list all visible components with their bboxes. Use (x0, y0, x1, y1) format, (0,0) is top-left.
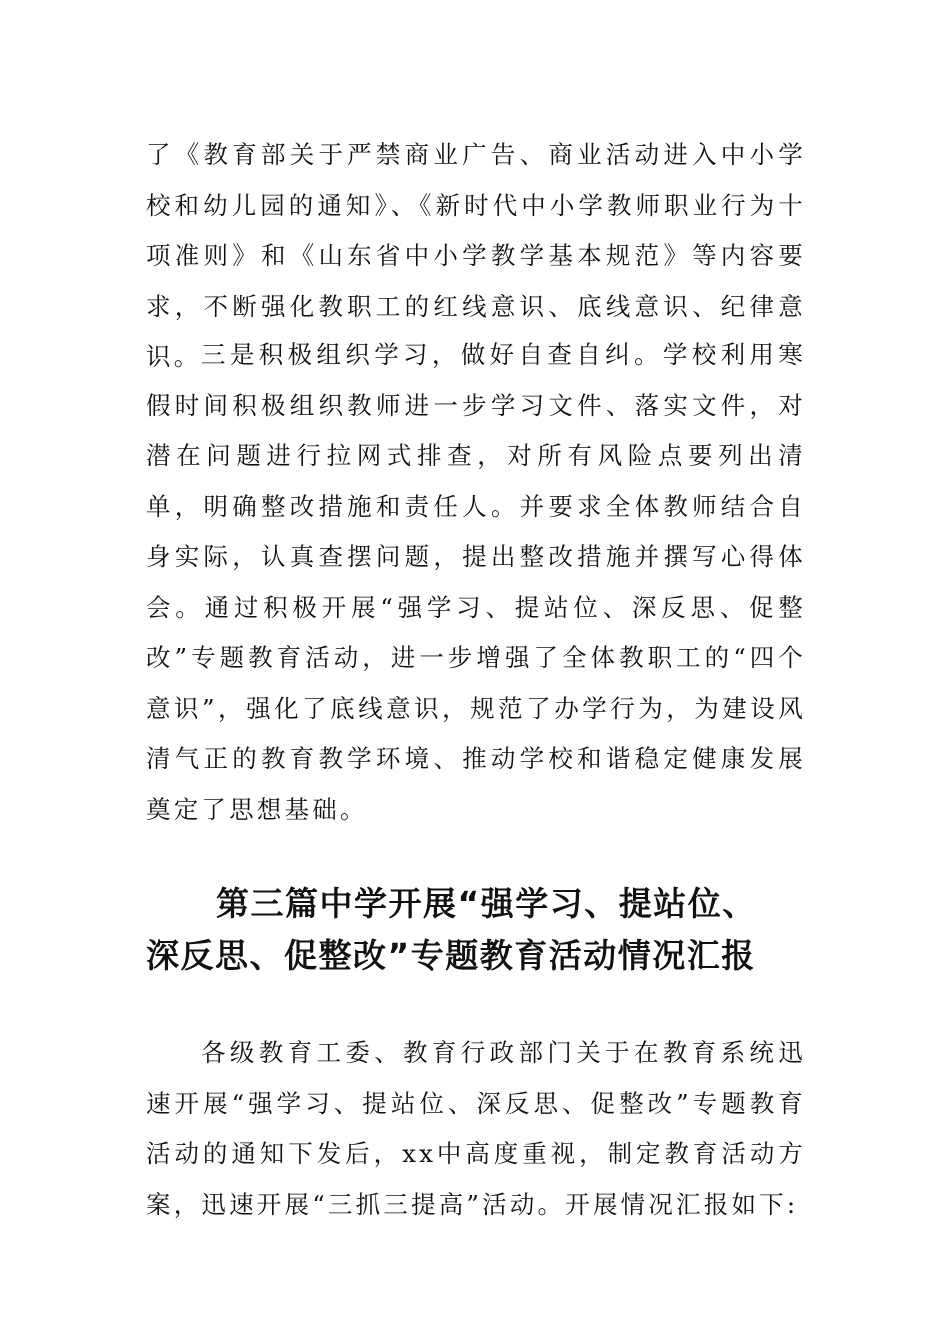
paragraph-report-intro: 各级教育工委、教育行政部门关于在教育系统迅速开展“强学习、提站位、深反思、促整改”专题教育活动的通知下发后，xx中高度重视，制定教育活动方案，迅速开展“三抓三提高”活动。开展情况汇报如下: (146, 1038, 806, 1219)
heading-line-2: 深反思、促整改”专题教育活动情况汇报 (146, 936, 756, 975)
section-heading (146, 878, 826, 982)
paragraph-rules-continuation: 了《教育部关于严禁商业广告、商业活动进入中小学校和幼儿园的通知》、《新时代中小学教师职业行为十项准则》和《山东省中小学教学基本规范》等内容要求，不断强化教职工的红线意识、底线意识、纪律意识。 (146, 140, 806, 371)
heading-line-1: 第三篇中学开展“强学习、提站位、 (216, 884, 757, 923)
paragraph-self-inspection: 三是积极组织学习，做好自查自纠。学校利用寒假时间积极组织教师进一步学习文件、落实文件，对潜在问题进行拉网式排查，对所有风险点要列出清单，明确整改措施和责任人。并要求全体教师结合自身实际，认真查摆问题，提出整改措施并撰写心得体会。通过积极开展“强学习、提站位、深反思、促整改”专题教育活动，进一步增强了全体教职工的“四个意识”，强化了底线意识，规范了办学行为，为建设风清气正的教育教学环境、推动学校和谐稳定健康发展奠定了思想基础。 (146, 340, 806, 824)
